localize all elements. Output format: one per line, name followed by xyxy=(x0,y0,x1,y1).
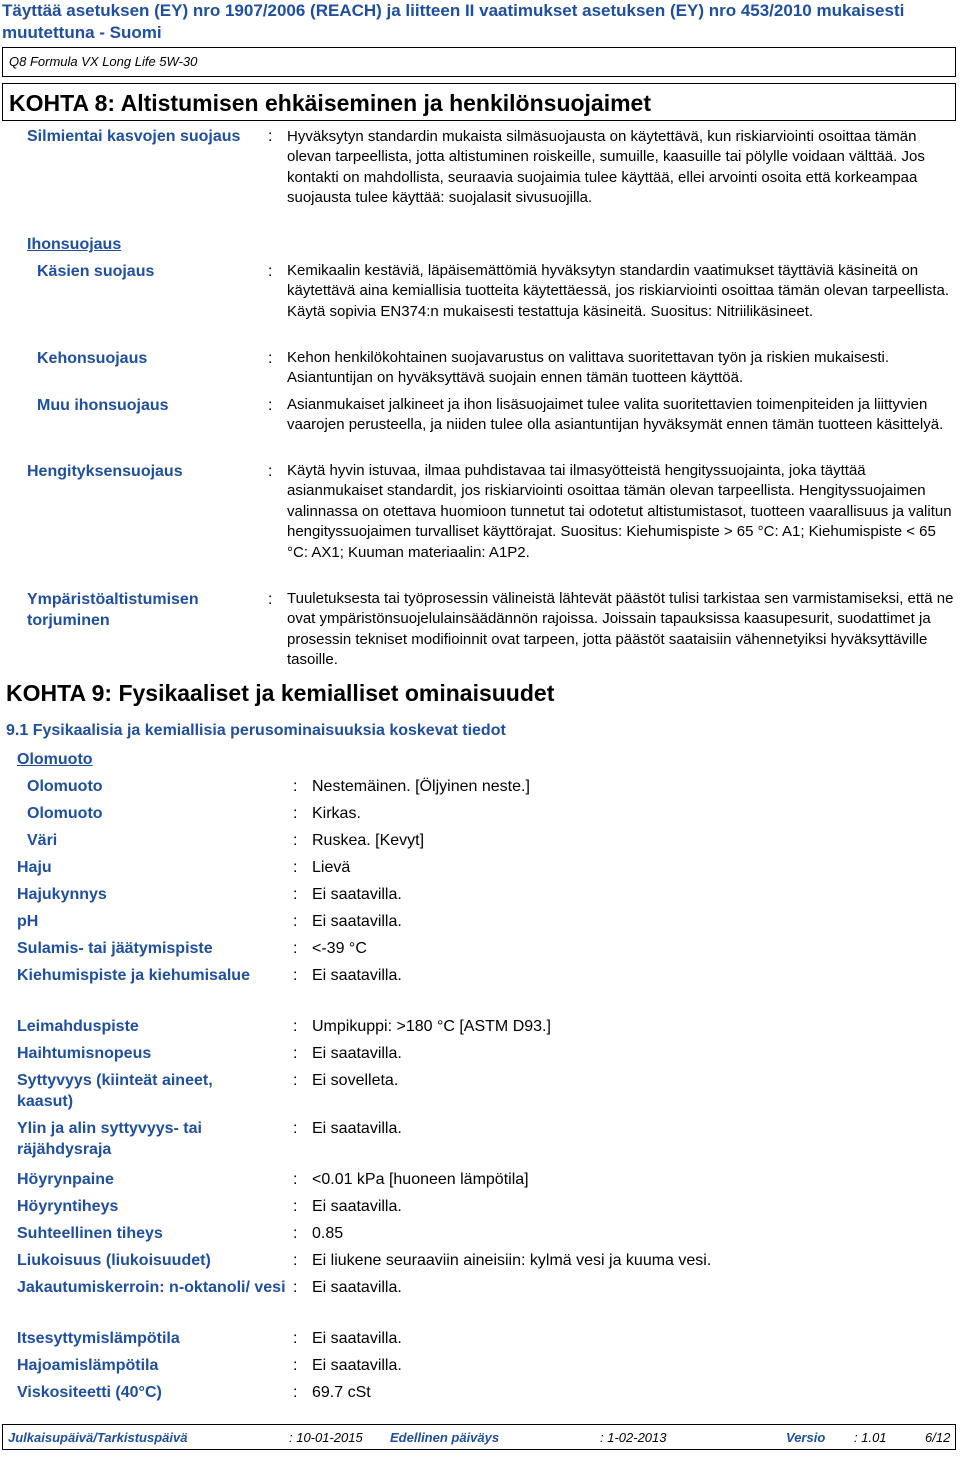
colon: : xyxy=(293,1120,298,1137)
environmental-exposure-value: Tuuletuksesta tai työprosessin välineistä lähtevät päästöt tulisi tarkistaa sen varmistamiseksi, että ne ovat ympäristönsuojelulainsäädännön rajoissa. Joissain tapauksissa kaasupesurit, suodattimet ja prosessin tekniset modifioinnit ovat tarpeen, jotta päästöt saataisiin vähennetyiksi hyväksyttäville tasoille. xyxy=(287,590,954,669)
colon: : xyxy=(293,1225,298,1242)
respiratory-protection-label: Hengityksensuojaus xyxy=(27,463,183,480)
previous-date-label: Edellinen päiväys xyxy=(390,1430,500,1445)
colon: : xyxy=(293,1072,298,1089)
previous-date-value: : 1-02-2013 xyxy=(600,1430,667,1445)
colon: : xyxy=(293,1357,298,1374)
page-footer xyxy=(2,1424,956,1450)
section9-title: KOHTA 9: Fysikaaliset ja kemialliset ominaisuudet xyxy=(6,680,555,706)
issue-date-label: Julkaisupäivä/Tarkistuspäivä xyxy=(8,1430,188,1445)
colon: : xyxy=(293,913,298,930)
partition-coefficient-value: Ei saatavilla. xyxy=(312,1279,402,1296)
respiratory-protection-value: Käytä hyvin istuvaa, ilmaa puhdistavaa tai ilmasyötteistä hengityssuojainta, joka täyttää asianmukaiset standardit, jos riskiarviointi osoittaa tämän olevan tarpeellista. Hengityssuojaimen valinnassa on otettava huomioon tunnetut tai odotetut altistumistasot, tuotteen vaarallisuus ja valitun hengityssuojaimen turvalliset käyttörajat. Suositus: Kiehumispiste > 65 °C: A1; Kiehumispiste < 65 °C: AX1; Kuuman materiaalin: A1P2. xyxy=(287,462,952,561)
colon: : xyxy=(293,967,298,984)
page-number: 6/12 xyxy=(925,1430,951,1445)
appearance-row-label: Olomuoto xyxy=(27,805,103,822)
flammability-value: Ei sovelleta. xyxy=(312,1072,399,1089)
document-title xyxy=(0,0,960,44)
decomposition-temp-label: Hajoamislämpötila xyxy=(17,1357,159,1374)
boiling-point-value: Ei saatavilla. xyxy=(312,967,402,984)
colon: : xyxy=(293,1198,298,1215)
auto-ignition-value: Ei saatavilla. xyxy=(312,1330,402,1347)
odor-label: Haju xyxy=(17,859,52,876)
colon: : xyxy=(268,263,273,280)
colon: : xyxy=(293,1330,298,1347)
ph-label: pH xyxy=(17,913,39,930)
explosive-limits-value: Ei saatavilla. xyxy=(312,1120,402,1137)
colon: : xyxy=(268,350,273,367)
colon: : xyxy=(293,1171,298,1188)
document-title-line1: Täyttää asetuksen (EY) nro 1907/2006 (REACH) ja liitteen II vaatimukset asetuksen (EY) nro 453/2010 mukaisesti xyxy=(2,1,905,20)
melting-point-value: <-39 °C xyxy=(312,940,367,957)
colon: : xyxy=(293,805,298,822)
viscosity-value: 69.7 cSt xyxy=(312,1384,371,1401)
flammability-label: Syttyvyys (kiinteät aineet, kaasut) xyxy=(17,1072,213,1110)
colon: : xyxy=(268,128,273,145)
colon: : xyxy=(293,1384,298,1401)
odor-value: Lievä xyxy=(312,859,351,876)
version-value: : 1.01 xyxy=(854,1430,887,1445)
issue-date-value: : 10-01-2015 xyxy=(289,1430,363,1445)
boiling-point-label: Kiehumispiste ja kiehumisalue xyxy=(17,967,250,984)
partition-coefficient-label: Jakautumiskerroin: n-oktanoli/ vesi xyxy=(17,1279,286,1296)
relative-density-label: Suhteellinen tiheys xyxy=(17,1225,163,1242)
section8-heading xyxy=(2,83,956,121)
relative-density-value: 0.85 xyxy=(312,1225,344,1242)
vapor-pressure-value: <0.01 kPa [huoneen lämpötila] xyxy=(312,1171,529,1188)
solubility-value: Ei liukene seuraaviin aineisiin: kylmä vesi ja kuuma vesi. xyxy=(312,1252,712,1269)
body-protection-value: Kehon henkilökohtainen suojavarustus on valittava suoritettavan työn ja riskien mukaisesti. Asiantuntijan on hyväksyttävä suojain ennen tämän tuotteen käyttöä. xyxy=(287,349,890,387)
environmental-exposure-label: Ympäristöaltistumisen torjuminen xyxy=(27,591,199,629)
evaporation-rate-label: Haihtumisnopeus xyxy=(17,1045,152,1062)
auto-ignition-label: Itsesyttymislämpötila xyxy=(17,1330,180,1347)
section8-title: KOHTA 8: Altistumisen ehkäiseminen ja henkilönsuojaimet xyxy=(9,90,652,116)
melting-point-label: Sulamis- tai jäätymispiste xyxy=(17,940,213,957)
version-label: Versio xyxy=(786,1430,826,1445)
other-skin-protection-value: Asianmukaiset jalkineet ja ihon lisäsuojaimet tulee valita suoritettavien toimenpiteiden ja liittyvien vaarojen perusteella, ja niiden tulee olla asiantuntijan hyväksymät ennen tämän tuotteen käsittelyä. xyxy=(287,396,944,434)
decomposition-temp-value: Ei saatavilla. xyxy=(312,1357,402,1374)
appearance-row-value: Kirkas. xyxy=(312,805,361,822)
evaporation-rate-value: Ei saatavilla. xyxy=(312,1045,402,1062)
colon: : xyxy=(293,778,298,795)
viscosity-label: Viskositeetti (40°C) xyxy=(17,1384,162,1401)
body-protection-label: Kehonsuojaus xyxy=(37,350,148,367)
product-name: Q8 Formula VX Long Life 5W-30 xyxy=(9,54,198,69)
colon: : xyxy=(293,1252,298,1269)
colon: : xyxy=(268,591,273,608)
hand-protection-label: Käsien suojaus xyxy=(37,263,155,280)
vapor-density-value: Ei saatavilla. xyxy=(312,1198,402,1215)
solubility-label: Liukoisuus (liukoisuudet) xyxy=(17,1252,211,1269)
colon: : xyxy=(293,1279,298,1296)
hand-protection-value: Kemikaalin kestäviä, läpäisemättömiä hyväksytyn standardin vaatimukset täyttäviä käsineitä on käytettävä aina kemiallisia tuotteita käytettäessä, jos riskiarviointi osoittaa tämän olevan tarpeellista. Käytä sopivia EN374:n mukaisesti testattuja käsineitä. Suositus: Nitriilikäsineet. xyxy=(287,262,949,320)
product-header xyxy=(2,47,956,77)
appearance-row-label: Olomuoto xyxy=(27,778,103,795)
section9-subtitle: 9.1 Fysikaalisia ja kemiallisia perusominaisuuksia koskevat tiedot xyxy=(6,722,506,739)
colon: : xyxy=(268,463,273,480)
colon: : xyxy=(293,1045,298,1062)
ph-value: Ei saatavilla. xyxy=(312,913,402,930)
eye-protection-label: Silmientai kasvojen suojaus xyxy=(27,128,241,145)
flash-point-value: Umpikuppi: >180 °C [ASTM D93.] xyxy=(312,1018,551,1035)
explosive-limits-label: Ylin ja alin syttyvyys- tai räjähdysraja xyxy=(17,1120,202,1158)
colon: : xyxy=(293,859,298,876)
color-label: Väri xyxy=(27,832,58,849)
skin-protection-heading: Ihonsuojaus xyxy=(27,236,122,253)
odor-threshold-label: Hajukynnys xyxy=(17,886,107,903)
colon: : xyxy=(293,1018,298,1035)
odor-threshold-value: Ei saatavilla. xyxy=(312,886,402,903)
other-skin-protection-label: Muu ihonsuojaus xyxy=(37,397,169,414)
colon: : xyxy=(293,940,298,957)
colon: : xyxy=(268,397,273,414)
vapor-pressure-label: Höyrynpaine xyxy=(17,1171,114,1188)
eye-protection-value: Hyväksytyn standardin mukaista silmäsuojausta on käytettävä, kun riskiarviointi osoittaa tämän olevan tarpeellista, jotta altistuminen roiskeille, sumuille, kaasuille tai pölylle voidaan välttää. Jos kontakti on mahdollista, seuraavia suojaimia tulee käyttää, ellei arvointi osoita että korkeampaa suojausta tulee käyttää: suojalasit sivusuojilla. xyxy=(287,128,925,207)
colon: : xyxy=(293,886,298,903)
appearance-heading: Olomuoto xyxy=(17,751,93,768)
flash-point-label: Leimahduspiste xyxy=(17,1018,139,1035)
document-title-line2: muutettuna - Suomi xyxy=(2,23,162,42)
color-value: Ruskea. [Kevyt] xyxy=(312,832,425,849)
appearance-row-value: Nestemäinen. [Öljyinen neste.] xyxy=(312,778,530,795)
colon: : xyxy=(293,832,298,849)
vapor-density-label: Höyryntiheys xyxy=(17,1198,119,1215)
